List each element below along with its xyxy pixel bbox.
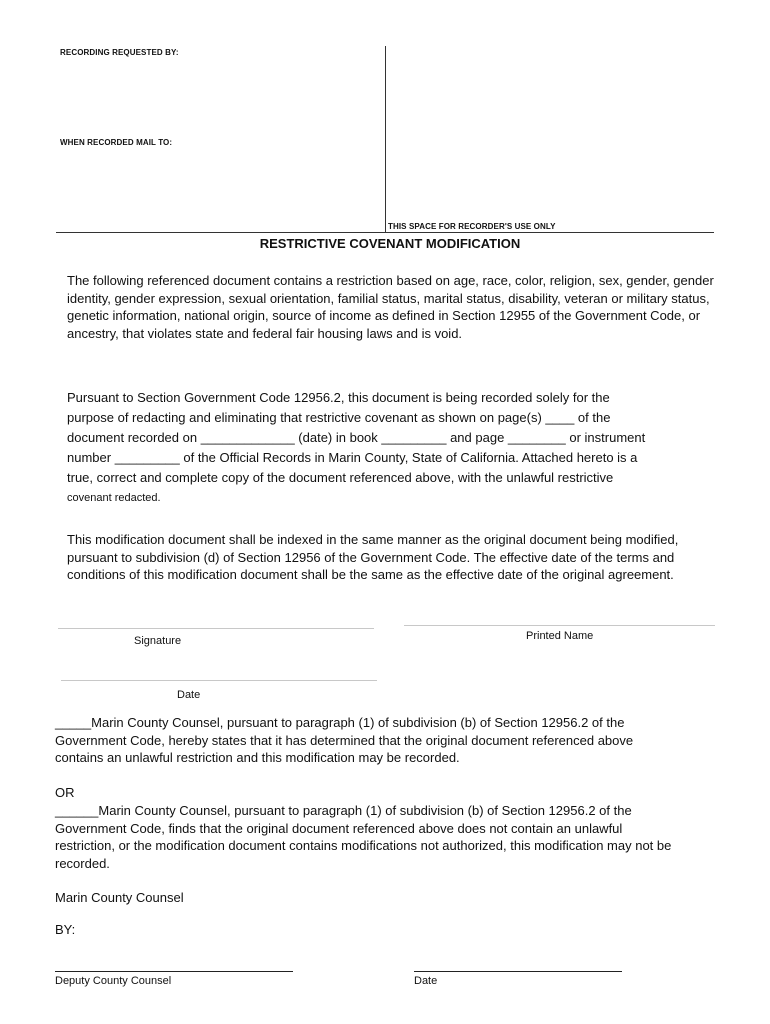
recorder-space-label: THIS SPACE FOR RECORDER'S USE ONLY: [388, 222, 556, 231]
pursuant-line-1: Pursuant to Section Government Code 12956.2, this document is being recorded solely for the: [67, 390, 610, 405]
when-recorded-mail-to-label: WHEN RECORDED MAIL TO:: [60, 138, 173, 147]
recorder-space-divider: [385, 46, 386, 232]
pursuant-line-5: true, correct and complete copy of the document referenced above, with the unlawful restrictive: [67, 470, 614, 485]
or-label: OR: [55, 785, 75, 800]
counsel-name: Marin County Counsel: [55, 890, 184, 905]
pursuant-paragraph: [67, 388, 727, 508]
printed-name-label: Printed Name: [526, 630, 594, 642]
pursuant-line-3: document recorded on _____________ (date) in book _________ and page ________ or instrument: [67, 430, 646, 445]
date-line: [61, 680, 377, 681]
footer-date-line: [414, 971, 622, 972]
date-label: Date: [177, 689, 201, 701]
indexing-paragraph: This modification document shall be indexed in the same manner as the original document being modified, pursuant to subdivision (d) of Section 12956 of the Government Code. The effective date of the terms and conditions of this modification document shall be the same as the effective date of the original agreement.: [67, 532, 679, 582]
pursuant-line-2: purpose of redacting and eliminating that restrictive covenant as shown on page(s) ____ of the: [67, 410, 611, 425]
deputy-signature-line: [55, 971, 293, 972]
pursuant-line-4: number _________ of the Official Records in Marin County, State of California. Attached hereto is a: [67, 450, 638, 465]
deputy-county-counsel-label: Deputy County Counsel: [55, 975, 172, 987]
pursuant-line-6: covenant redacted.: [67, 492, 161, 504]
printed-name-line: [404, 625, 715, 626]
counsel-option-deny: ______Marin County Counsel, pursuant to paragraph (1) of subdivision (b) of Section 12956.2 of the Government Code, finds that the original document referenced above does not contain an unlawful restriction, or the modification document contains modifications not authorized, this modification may not be recorded.: [55, 803, 672, 871]
footer-date-label: Date: [414, 975, 438, 987]
signature-label: Signature: [134, 635, 182, 647]
restriction-paragraph: The following referenced document contains a restriction based on age, race, color, religion, sex, gender, gender identity, gender expression, sexual orientation, familial status, marital status, disability, veteran or military status, genetic information, national origin, source of income as defined in Section 12955 of the Government Code, or ancestry, that violates state and federal fair housing laws and is void.: [67, 273, 714, 341]
document-title: RESTRICTIVE COVENANT MODIFICATION: [259, 236, 521, 251]
signature-line: [58, 628, 374, 629]
header-rule: [56, 232, 714, 233]
counsel-option-approve: _____Marin County Counsel, pursuant to paragraph (1) of subdivision (b) of Section 12956.2 of the Government Code, hereby states that it has determined that the original document referenced above contains an unlawful restriction and this modification may be recorded.: [55, 715, 634, 765]
by-label: BY:: [55, 922, 76, 937]
recording-requested-by-label: RECORDING REQUESTED BY:: [60, 48, 179, 57]
